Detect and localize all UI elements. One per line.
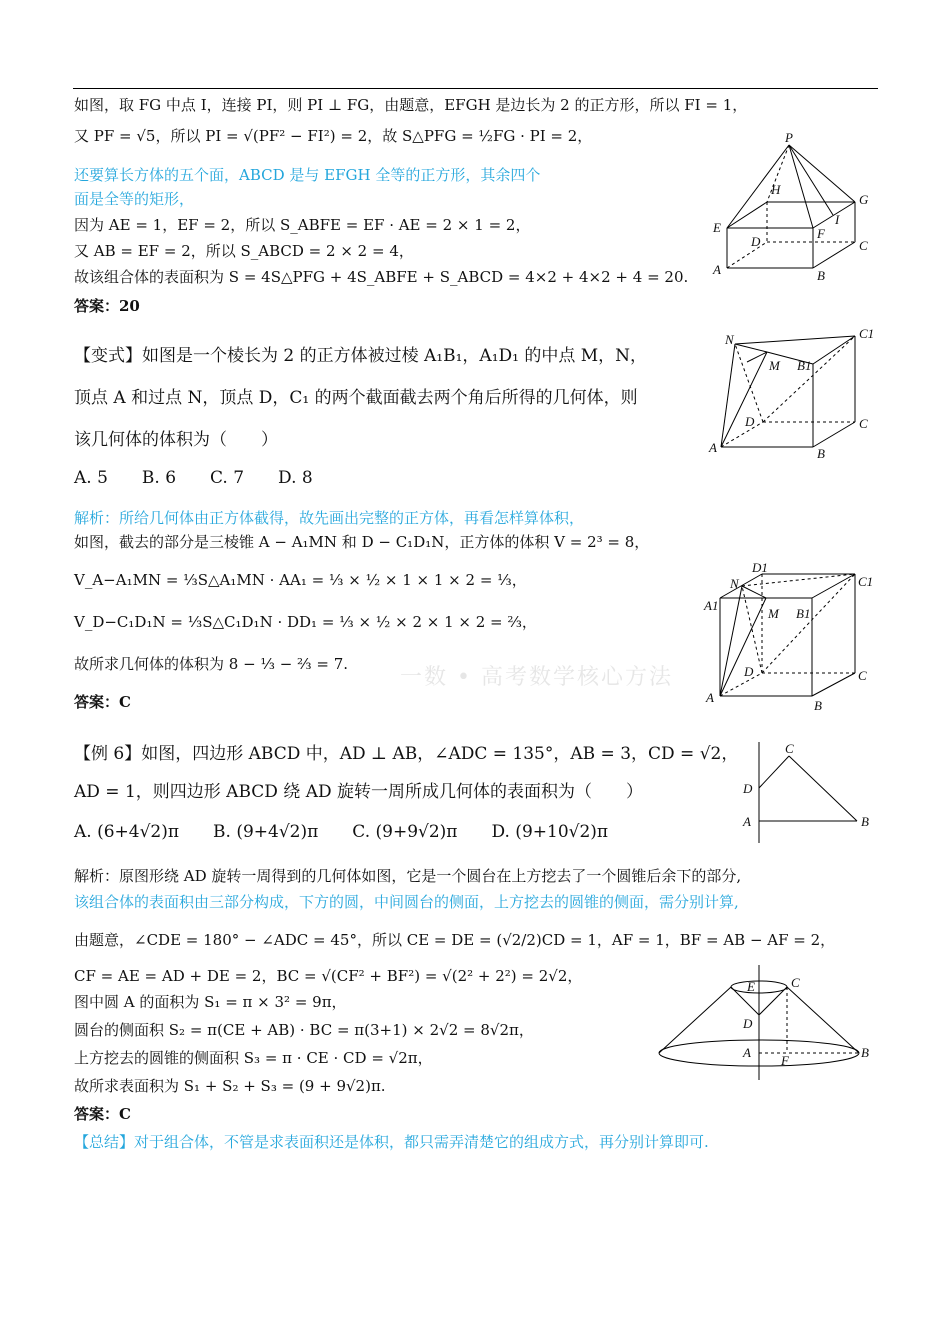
answer: 答案：20 [74, 297, 140, 315]
figure-quadrilateral [735, 738, 880, 852]
solution-highlight: 该组合体的表面积由三部分构成，下方的圆，中间圆台的侧面，上方挖去的圆锥的侧面，需分别计算, [74, 893, 739, 911]
solution-line: V_D−C₁D₁N = ⅓S△C₁D₁N · DD₁ = ⅓ × ½ × 2 × 1 × 2 = ⅔， [74, 613, 537, 631]
variant-options: A. 5 B. 6 C. 7 D. 8 [74, 468, 313, 488]
answer: 答案：C [74, 693, 131, 711]
label-C: C [858, 668, 867, 683]
solution-line: 由题意，∠CDE = 180° − ∠ADC = 45°，所以 CE = DE = (√2/2)CD = 1，AF = 1，BF = AB − AF = 2， [74, 931, 836, 949]
label-D: D [745, 414, 755, 429]
solution-line: V_A−A₁MN = ⅓S△A₁MN · AA₁ = ⅓ × ½ × 1 × 1 × 2 = ⅓， [74, 571, 527, 589]
label-A: A [709, 440, 717, 455]
solution-line: 故所求表面积为 S₁ + S₂ + S₃ = (9 + 9√2)π. [74, 1077, 386, 1095]
label-B: B [861, 1045, 869, 1060]
label-E: E [713, 220, 721, 235]
text-line: 又 PF = √5，所以 PI = √(PF² − FI²) = 2，故 S△PFG = ½FG · PI = 2， [74, 127, 593, 145]
label-E: E [747, 979, 755, 994]
solution-line: 圆台的侧面积 S₂ = π(CE + AB) · BC = π(3+1) × 2√2 = 8√2π， [74, 1021, 534, 1039]
label-D: D [751, 234, 761, 249]
highlight-line: 面是全等的矩形， [74, 190, 195, 208]
label-M: M [769, 358, 780, 373]
highlight-line: 还要算长方体的五个面，ABCD 是与 EFGH 全等的正方形，其余四个 [74, 166, 541, 184]
text-line: 故该组合体的表面积为 S = 4S△PFG + 4S_ABFE + S_ABCD = 4×2 + 4×2 + 4 = 20. [74, 268, 689, 286]
figure-frustum-cone [655, 965, 880, 1089]
top-rule [73, 88, 878, 89]
label-B: B [814, 698, 822, 713]
solution-line: 故所求几何体的体积为 8 − ⅓ − ⅔ = 7. [74, 655, 349, 673]
solution-line: 解析：原图形绕 AD 旋转一周得到的几何体如图，它是一个圆台在上方挖去了一个圆锥后余下的部分, [74, 867, 742, 885]
label-G: G [859, 192, 869, 207]
label-A1: A1 [704, 598, 719, 613]
solution-line: 图中圆 A 的面积为 S₁ = π × 3² = 9π， [74, 993, 347, 1011]
variant-question-line: 【变式】如图是一个棱长为 2 的正方体被过棱 A₁B₁，A₁D₁ 的中点 M，N， [74, 346, 648, 366]
text-line: 因为 AE = 1，EF = 2，所以 S_ABFE = EF · AE = 2 × 1 = 2， [74, 216, 531, 234]
text-line: 如图，取 FG 中点 I，连接 PI，则 PI ⊥ FG，由题意，EFGH 是边长为 2 的正方形，所以 FI = 1， [74, 96, 748, 114]
label-A: A [713, 262, 721, 277]
label-D1: D1 [752, 560, 768, 575]
label-M: M [768, 606, 779, 621]
label-B1: B1 [796, 606, 811, 621]
figure-cut-cube [705, 322, 885, 466]
label-C: C [791, 975, 800, 990]
label-B1: B1 [797, 358, 812, 373]
label-B: B [861, 814, 869, 829]
example-question-line: AD = 1，则四边形 ABCD 绕 AD 旋转一周所成几何体的表面积为（ ） [74, 782, 644, 802]
example-options: A. (6+4√2)π B. (9+4√2)π C. (9+9√2)π D. (9+10√2)π [74, 822, 609, 842]
figure-pyramid-box [705, 130, 885, 294]
variant-question-line: 顶点 A 和过点 N，顶点 D，C₁ 的两个截面截去两个角后所得的几何体，则 [74, 388, 638, 408]
text-line: 又 AB = EF = 2，所以 S_ABCD = 2 × 2 = 4， [74, 242, 414, 260]
solution-line: 如图，截去的部分是三棱锥 A − A₁MN 和 D − C₁D₁N，正方体的体积 V = 2³ = 8， [74, 533, 650, 551]
figure-full-cube [700, 558, 885, 722]
label-C: C [859, 416, 868, 431]
label-A: A [706, 690, 714, 705]
label-N: N [730, 576, 739, 591]
label-D: D [743, 1016, 753, 1031]
label-A: A [743, 814, 751, 829]
answer: 答案：C [74, 1105, 131, 1123]
label-C: C [785, 741, 794, 756]
label-F: F [817, 226, 825, 241]
label-P: P [785, 130, 793, 145]
label-H: H [771, 182, 781, 197]
solution-highlight: 解析：所给几何体由正方体截得，故先画出完整的正方体，再看怎样算体积， [74, 509, 585, 527]
example-question-line: 【例 6】如图，四边形 ABCD 中，AD ⊥ AB，∠ADC = 135°，AB = 3，CD = √2， [74, 744, 739, 764]
label-D: D [744, 664, 754, 679]
label-B: B [817, 446, 825, 461]
solution-line: 上方挖去的圆锥的侧面积 S₃ = π · CE · CD = √2π， [74, 1049, 433, 1067]
variant-question-line: 该几何体的体积为（ ） [74, 430, 278, 450]
label-C1: C1 [858, 574, 874, 589]
watermark: 一数 • 高考数学核心方法 [400, 665, 673, 690]
label-A: A [743, 1045, 751, 1060]
label-B: B [817, 268, 825, 283]
label-I: I [835, 212, 840, 227]
label-C1: C1 [859, 326, 875, 341]
solution-line: CF = AE = AD + DE = 2，BC = √(CF² + BF²) = √(2² + 2²) = 2√2， [74, 967, 583, 985]
label-N: N [725, 332, 734, 347]
summary: 【总结】对于组合体，不管是求表面积还是体积，都只需弄清楚它的组成方式，再分别计算即可. [74, 1133, 709, 1151]
label-F: F [781, 1053, 789, 1068]
label-C: C [859, 238, 868, 253]
label-D: D [743, 781, 753, 796]
